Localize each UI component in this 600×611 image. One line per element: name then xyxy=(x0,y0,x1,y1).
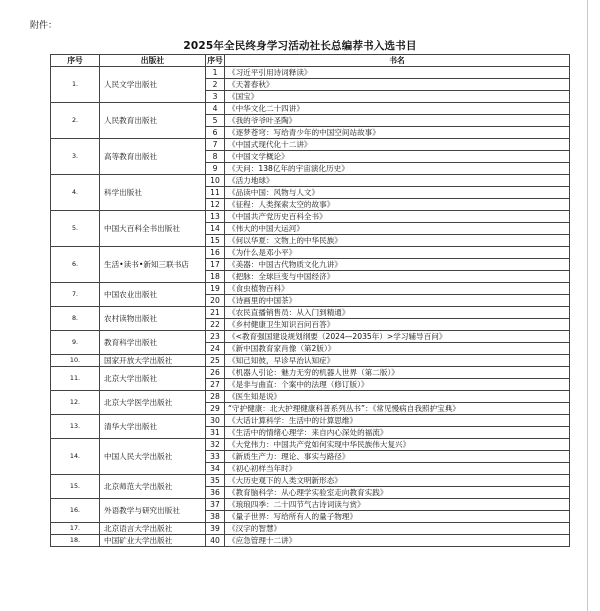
book-title: 《汉字的智慧》 xyxy=(225,523,570,535)
publisher-name: 科学出版社 xyxy=(100,175,206,211)
book-number: 11 xyxy=(206,187,225,199)
book-number: 14 xyxy=(206,223,225,235)
book-title: 《品读中国：风物与人文》 xyxy=(225,187,570,199)
book-title: 《中国共产党历史百科全书》 xyxy=(225,211,570,223)
book-title: 《中国文学概论》 xyxy=(225,151,570,163)
book-number: 19 xyxy=(206,283,225,295)
book-number: 30 xyxy=(206,415,225,427)
group-seq: 10. xyxy=(51,355,100,367)
group-seq: 6. xyxy=(51,247,100,283)
book-title: 《为什么是邓小平》 xyxy=(225,247,570,259)
book-number: 20 xyxy=(206,295,225,307)
book-title: 《习近平引用诗词释读》 xyxy=(225,67,570,79)
publisher-name: 外语教学与研究出版社 xyxy=(100,499,206,523)
publisher-name: 中国农业出版社 xyxy=(100,283,206,307)
book-number: 7 xyxy=(206,139,225,151)
table-row xyxy=(51,475,570,487)
table-row xyxy=(51,523,570,535)
publisher-name: 清华大学出版社 xyxy=(100,415,206,439)
book-title: 《活力地球》 xyxy=(225,175,570,187)
book-title: 《大历史观下的人类文明新形态》 xyxy=(225,475,570,487)
publisher-name: 北京大学出版社 xyxy=(100,367,206,391)
group-seq: 3. xyxy=(51,139,100,175)
publisher-name: 中国大百科全书出版社 xyxy=(100,211,206,247)
book-title: 《何以华夏：文物上的中华民族》 xyxy=(225,235,570,247)
book-title: 《知己知彼，早诊早治认知症》 xyxy=(225,355,570,367)
book-title: 《初心初样当年时》 xyxy=(225,463,570,475)
book-number: 15 xyxy=(206,235,225,247)
table-row xyxy=(51,175,570,187)
book-number: 1 xyxy=(206,67,225,79)
book-title: 《征程：人类探索太空的故事》 xyxy=(225,199,570,211)
group-seq: 11. xyxy=(51,367,100,391)
book-number: 26 xyxy=(206,367,225,379)
book-number: 29 xyxy=(206,403,225,415)
book-number: 25 xyxy=(206,355,225,367)
group-seq: 18. xyxy=(51,535,100,547)
publisher-name: 北京师范大学出版社 xyxy=(100,475,206,499)
book-title: 《乡村健康卫生知识百问百答》 xyxy=(225,319,570,331)
book-number: 8 xyxy=(206,151,225,163)
book-title: 《应急管理十二讲》 xyxy=(225,535,570,547)
group-seq: 8. xyxy=(51,307,100,331)
book-number: 40 xyxy=(206,535,225,547)
book-title: 《中国式现代化十二讲》 xyxy=(225,139,570,151)
book-title: 《农民直播销售员：从入门到精通》 xyxy=(225,307,570,319)
book-number: 23 xyxy=(206,331,225,343)
group-seq: 2. xyxy=(51,103,100,139)
header-publisher: 出版社 xyxy=(100,55,206,67)
table-row xyxy=(51,439,570,451)
publisher-name: 北京大学医学出版社 xyxy=(100,391,206,415)
book-number: 12 xyxy=(206,199,225,211)
group-seq: 5. xyxy=(51,211,100,247)
book-number: 31 xyxy=(206,427,225,439)
group-seq: 15. xyxy=(51,475,100,499)
table-row xyxy=(51,211,570,223)
publisher-name: 农村读物出版社 xyxy=(100,307,206,331)
book-number: 9 xyxy=(206,163,225,175)
book-title: 《食虫植物百科》 xyxy=(225,283,570,295)
book-number: 4 xyxy=(206,103,225,115)
header-seq: 序号 xyxy=(51,55,100,67)
book-number: 36 xyxy=(206,487,225,499)
table-row xyxy=(51,103,570,115)
table-row xyxy=(51,307,570,319)
book-title: 《中华文化二十四讲》 xyxy=(225,103,570,115)
book-title: 《天著春秋》 xyxy=(225,79,570,91)
book-number: 3 xyxy=(206,91,225,103)
publisher-name: 人民教育出版社 xyxy=(100,103,206,139)
publisher-name: 中国人民大学出版社 xyxy=(100,439,206,475)
book-number: 13 xyxy=(206,211,225,223)
table-header-row xyxy=(51,55,570,67)
book-title: 《是非与曲直：个案中的法理（修订版）》 xyxy=(225,379,570,391)
table-row xyxy=(51,415,570,427)
book-title: 《琅琅四季：二十四节气古诗词读与赏》 xyxy=(225,499,570,511)
table-row xyxy=(51,391,570,403)
book-title: 《诗画里的中国茶》 xyxy=(225,295,570,307)
group-seq: 16. xyxy=(51,499,100,523)
book-number: 5 xyxy=(206,115,225,127)
book-number: 39 xyxy=(206,523,225,535)
publisher-name: 北京语言大学出版社 xyxy=(100,523,206,535)
book-number: 35 xyxy=(206,475,225,487)
book-number: 33 xyxy=(206,451,225,463)
book-title: 《大党伟力：中国共产党如何实现中华民族伟大复兴》 xyxy=(225,439,570,451)
header-book: 书名 xyxy=(225,55,570,67)
book-number: 38 xyxy=(206,511,225,523)
book-list-table xyxy=(50,54,570,547)
book-title: 《<教育强国建设规划纲要（2024—2035年）>学习辅导百问》 xyxy=(225,331,570,343)
book-title: 《新质生产力：理论、事实与路径》 xyxy=(225,451,570,463)
table-row xyxy=(51,283,570,295)
book-title: 《量子世界：写给所有人的量子物理》 xyxy=(225,511,570,523)
book-number: 24 xyxy=(206,343,225,355)
book-number: 2 xyxy=(206,79,225,91)
book-number: 28 xyxy=(206,391,225,403)
book-number: 32 xyxy=(206,439,225,451)
table-row xyxy=(51,67,570,79)
attachment-label: 附件： xyxy=(30,21,58,31)
book-title: 《医生知是说》 xyxy=(225,391,570,403)
book-title: 《机器人引论：魅力无穷的机器人世界（第二版）》 xyxy=(225,367,570,379)
book-title: 《新中国教育家肖像（第2版）》 xyxy=(225,343,570,355)
book-title: 《把脉：全球巨变与中国经济》 xyxy=(225,271,570,283)
book-title: 《伟大的中国大运河》 xyxy=(225,223,570,235)
table-row xyxy=(51,367,570,379)
book-number: 6 xyxy=(206,127,225,139)
group-seq: 14. xyxy=(51,439,100,475)
book-title: 《我的爷爷叶圣陶》 xyxy=(225,115,570,127)
book-title: 《国宝》 xyxy=(225,91,570,103)
book-number: 21 xyxy=(206,307,225,319)
book-number: 16 xyxy=(206,247,225,259)
book-title: 《天问：138亿年的宇宙演化历史》 xyxy=(225,163,570,175)
book-number: 34 xyxy=(206,463,225,475)
group-seq: 4. xyxy=(51,175,100,211)
table-row xyxy=(51,355,570,367)
book-number: 10 xyxy=(206,175,225,187)
publisher-name: 中国矿业大学出版社 xyxy=(100,535,206,547)
header-num: 序号 xyxy=(207,56,223,65)
table-row xyxy=(51,499,570,511)
group-seq: 17. xyxy=(51,523,100,535)
group-seq: 1. xyxy=(51,67,100,103)
book-number: 27 xyxy=(206,379,225,391)
publisher-name: 人民文学出版社 xyxy=(100,67,206,103)
book-title: 《教育脑科学：从心理学实验室走向教育实践》 xyxy=(225,487,570,499)
book-title: 《大话计算科学：生活中的计算思维》 xyxy=(225,415,570,427)
book-number: 18 xyxy=(206,271,225,283)
table-row xyxy=(51,139,570,151)
publisher-name: 生活•读书•新知三联书店 xyxy=(100,247,206,283)
book-title: 《生活中的情绪心理学：来自内心深处的福流》 xyxy=(225,427,570,439)
book-number: 17 xyxy=(206,259,225,271)
group-seq: 9. xyxy=(51,331,100,355)
table-row xyxy=(51,535,570,547)
book-number: 37 xyxy=(206,499,225,511)
table-row xyxy=(51,331,570,343)
book-title: 《逐梦苍穹：写给青少年的中国空间站故事》 xyxy=(225,127,570,139)
book-number: 22 xyxy=(206,319,225,331)
publisher-name: 高等教育出版社 xyxy=(100,139,206,175)
group-seq: 13. xyxy=(51,415,100,439)
publisher-name: 国家开放大学出版社 xyxy=(100,355,206,367)
table-body xyxy=(51,67,570,547)
publisher-name: 教育科学出版社 xyxy=(100,331,206,355)
book-title: “守护健康：北大护理健康科普系列丛书”：《常见慢病自我照护宝典》 xyxy=(225,403,570,415)
group-seq: 12. xyxy=(51,391,100,415)
document-title: 2025年全民终身学习活动社长总编荐书入选书目 xyxy=(183,40,417,52)
group-seq: 7. xyxy=(51,283,100,307)
page-edge-rule xyxy=(587,0,588,611)
book-title: 《美器：中国古代物质文化九讲》 xyxy=(225,259,570,271)
table-row xyxy=(51,247,570,259)
